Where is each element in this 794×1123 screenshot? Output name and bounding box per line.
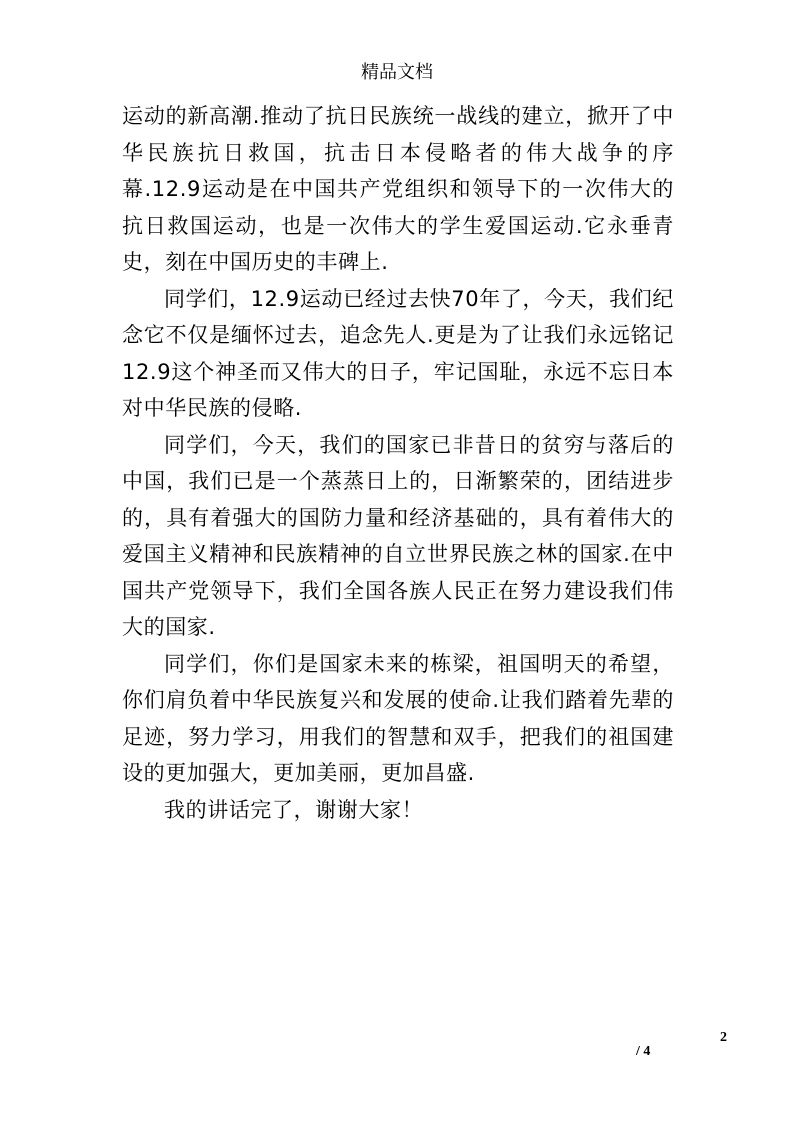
page-number: 2: [720, 1030, 727, 1045]
paragraph-1: 运动的新高潮.推动了抗日民族统一战线的建立，掀开了中华民族抗日救国，抗击日本侵略者的伟大战争的序幕.12.9运动是在中国共产党组织和领导下的一次伟大的抗日救国运动，也是一次伟大的学生爱国运动.它永垂青史，刻在中国历史的丰碑上.: [122, 104, 674, 274]
paragraph-4: 同学们，你们是国家未来的栋梁，祖国明天的希望，你们肩负着中华民族复兴和发展的使命.让我们踏着先辈的足迹，努力学习，用我们的智慧和双手，把我们的祖国建设的更加强大，更加美丽，更加昌盛.: [122, 651, 674, 785]
page-total: / 4: [636, 1044, 651, 1059]
paragraph-5: 我的讲话完了，谢谢大家！: [164, 797, 424, 822]
paragraph-3: 同学们，今天，我们的国家已非昔日的贫穷与落后的中国，我们已是一个蒸蒸日上的，日渐繁荣的，团结进步的，具有着强大的国防力量和经济基础的，具有着伟大的爱国主义精神和民族精神的自立世界民族之林的国家.在中国共产党领导下，我们全国各族人民正在努力建设我们伟大的国家.: [122, 432, 674, 639]
paragraph-2: 同学们，12.9运动已经过去快70年了，今天，我们纪念它不仅是缅怀过去，追念先人.更是为了让我们永远铭记12.9这个神圣而又伟大的日子，牢记国耻，永远不忘日本对中华民族的侵略.: [122, 286, 674, 420]
page-header-title: 精品文档: [361, 62, 433, 83]
document-body: [122, 98, 674, 828]
